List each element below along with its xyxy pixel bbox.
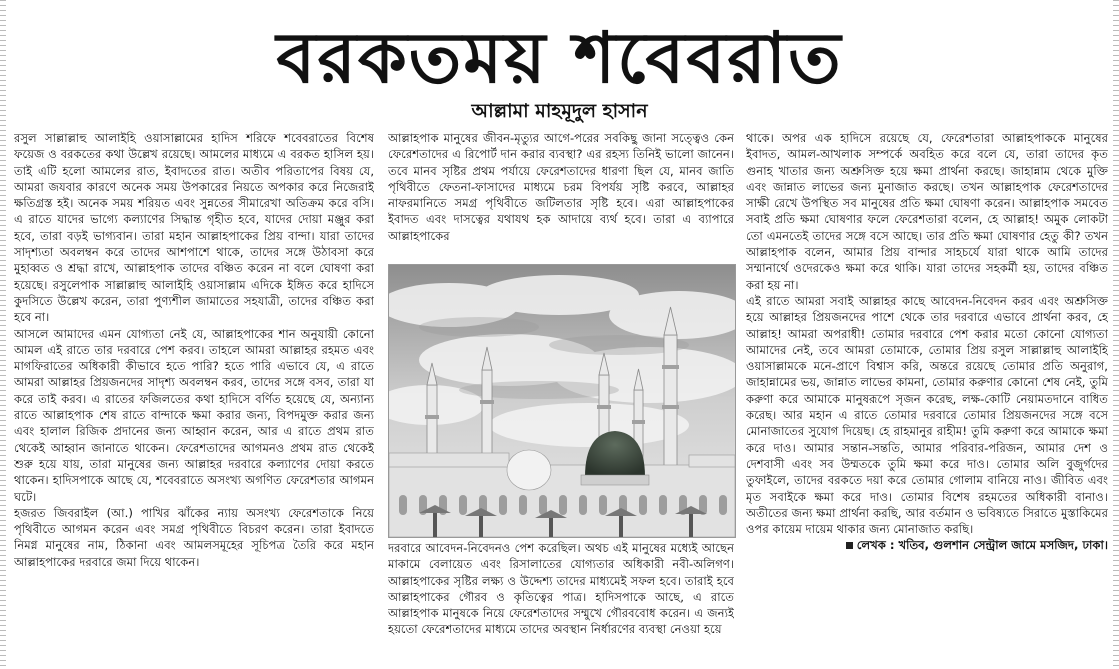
column-3 [746, 130, 1108, 669]
article-headline: বরকতময় শবেবরাত [276, 16, 843, 99]
column-2-top-paragraph: আল্লাহপাক মানুষের জীবন-মৃত্যুর আগে-পরের সবকিছু জানা সত্ত্বেও কেন ফেরেশতাদের এ রিপোর্ট দান করার ব্যবস্থা? এর রহস্য তিনিই ভালো জানেন। তবে মানব সৃষ্টির প্রথম পর্যায়ে ফেরেশতাদের ধারণা ছিল যে, মানব জাতি পৃথিবীতে ফেতনা-ফাসাদের মাধ্যমে চরম বিপর্যয় সৃষ্টি করবে, আল্লাহর নাফরমানিতে সমগ্র পৃথিবীতে জটিলতার সৃষ্টি হবে। এরা আল্লাহপাকের ইবাদত এবং দাসত্বের যথাযথ হক আদায়ে ব্যর্থ হবে। তারা এ ব্যাপারে আল্লাহপাকের [388, 131, 734, 243]
column-3-paragraph-1: থাকে। অপর এক হাদিসে রয়েছে যে, ফেরেশতারা আল্লাহপাককে মানুষের ইবাদত, আমল-আখলাক সম্পর্কে অবহিত করে বলে যে, তারা তাদের কৃত গুনাহ খাতার জন্য অশ্রুসিক্ত হয়ে ক্ষমা প্রার্থনা করছে। জাহান্নাম থেকে মুক্তি এবং জান্নাত লাভের জন্য মুনাজাত করছে। তখন আল্লাহপাক ফেরেশতাদের সাক্ষী রেখে উপস্থিত সব মানুষের প্রতি ক্ষমা ঘোষণা করেন। আল্লাহপাক সমবেত সবাই প্রতি ক্ষমা ঘোষণার ফলে ফেরেশতারা বলেন, হে আল্লাহ! অমুক লোকটা তো এমনতেই তাদের সঙ্গে বসে আছে। তার প্রতি ক্ষমা ঘোষণার হেতু কী? তখন আল্লাহপাক বলেন, আমার প্রিয় বান্দার সাহচর্যে যারা থাকে আমি তাদের সম্মানার্থে ওদেরকেও ক্ষমা করে থাকি। যারা তাদের সহকর্মী হয়, তাদের বঞ্চিত করা হয় না। [746, 131, 1108, 292]
clouds [389, 275, 735, 447]
green-dome-base [581, 475, 649, 485]
mosque-illustration [389, 265, 735, 537]
white-dome [507, 450, 551, 490]
building-wall [389, 453, 735, 537]
column-2-bottom [388, 540, 734, 669]
column-3-paragraph-2: এই রাতে আমরা সবাই আল্লাহর কাছে আবেদন-নিবেদন করব এবং অশ্রুসিক্ত হয়ে আল্লাহর প্রিয়জনদের পাশে থেকে তার দরবারে এভাবে প্রার্থনা করব, হে আল্লাহ! আমরা অপরাধী! তোমার দরবারে পেশ করার মতো কোনো যোগ্যতা আমাদের নেই, তবে আমরা তোমাকে, তোমার প্রিয় রসুল সাল্লাল্লাহু আলাইহি ওয়াসাল্লামকে মনে-প্রাণে বিশ্বাস করি, অন্তরে রয়েছে তোমার প্রতি অনুরাগ, জাহান্নামের ভয়, জান্নাত লাভের কামনা, তোমার করুণার কোনো শেষ নেই, তুমি করুণা করে আমাকে মানুষরূপে সৃজন করেছ, লক্ষ-কোটি নেয়ামতদানে বাধিত করেছ। আর মহান এ রাতে তোমার দরবারে তোমার প্রিয়জনদের সঙ্গে বসে মোনাজাতের সুযোগ দিয়েছ। হে রাহমানুর রাহীম! তুমি করুণা করে আমাকে ক্ষমা করে দাও। আমার সন্তান-সন্ততি, আমার পরিবার-পরিজন, আমার দেশ ও দেশবাসী এবং সব উম্মতকে তুমি ক্ষমা করে দাও। তোমার অলি বুজুর্গদের তুফাইলে, তাদের বরকতে দয়া করে তোমার গোলাম বানিয়ে নাও। জীবিত এবং মৃত সবাইকে ক্ষমা করে দাও। তোমার বিশেষ রহমতের অধিকারী বানাও। অতীতের জন্য ক্ষমা প্রার্থনা করছি, আর বর্তমান ও ভবিষ্যতে সিরাতে মুস্তাকিমের ওপর কায়েম দায়েম থাকার জন্য মোনাজাত করছি। [746, 293, 1108, 537]
author-note-text: লেখক : খতিব, গুলশান সেন্ট্রাল জামে মসজিদ, ঢাকা। [856, 538, 1108, 553]
column-1-paragraph-1: রসুল সাল্লাল্লাহু আলাইহি ওয়াসাল্লামের হাদিস শরিফে শবেবরাতের বিশেষ ফয়েজ ও বরকতের কথা উল্লেখ রয়েছে। আমলের মাধ্যমে এ বরকত হাসিল হয়। তাই এটি হলো আমলের রাত, ইবাদতের রাত। অতীব পরিতাপের বিষয় যে, আমরা জযবার কারণে অনেক সময় উপকারের নিয়তে অপকার করে নিজেরাই ক্ষতিগ্রস্ত হই। অনেক সময় শরিয়ত এবং সুন্নতের সীমারেখা অতিক্রম করে বসি। এ রাতে যাদের ভাগ্যে কল্যাণের সিদ্ধান্ত গৃহীত হবে, যাদের দোয়া মঞ্জুর করা হবে, তারা বড়ই ভাগ্যবান। তারা মহান আল্লাহপাকের প্রিয় বান্দা। যারা তাদের সাদৃশ্যতা অবলম্বন করে তাদের আশপাশে থাকে, তাদের সঙ্গে উঠাবসা করে মুহাব্বত ও শ্রদ্ধা রাখে, আল্লাহপাক তাদের বঞ্চিত করেন না বলে ঘোষণা করা হয়েছে। রসুলেপাক সাল্লাল্লাহু আলাইহি ওয়াসাল্লাম এদিকে ইঙ্গিত করে হাদিসে কুদসিতে উল্লেখ করেন, তারা পুণ্যশীল জামাতের সহযাত্রী, তাদের বঞ্চিত করা হবে না। [14, 131, 374, 325]
square-bullet-icon [846, 542, 853, 549]
column-2-top [388, 130, 734, 262]
column-1 [14, 130, 374, 669]
column-1-paragraph-2: আসলে আমাদের এমন যোগ্যতা নেই যে, আল্লাহপাকের শান অনুযায়ী কোনো আমল এই রাতে তার দরবারে পেশ করব। তাহলে আমরা আল্লাহর রহমত এবং মাগফিরাতের অধিকারী কীভাবে হতে পারি? হতে পারি এভাবে যে, এ রাতে আমরা আল্লাহর প্রিয়জনদের সাদৃশ্য অবলম্বন করব, তাদের সঙ্গে বসব, তারা যা করে তাই করব। এ রাতের ফজিলতের কথা হাদিসে বর্ণিত হয়েছে যে, অন্যান্য রাতে আল্লাহপাক শেষ রাতে বান্দাকে ক্ষমা করার জন্য, বিপদমুক্ত করার জন্য এবং হালাল রিজিক প্রদানের জন্য আহ্বান করেন, আর এ রাতে প্রথম রাত থেকেই আহ্বান জানাতে থাকেন। ফেরেশতাদের আগমনও প্রথম রাত থেকেই শুরু হয়ে যায়, তারা মানুষের জন্য আল্লাহর দরবারে কল্যাণের দোয়া করতে থাকেন। হাদিসপাকে আছে যে, শবেবরাতে অসংখ্য অগণিত ফেরেশতার আগমন ঘটে। [14, 326, 374, 504]
column-2-bottom-paragraph: দরবারে আবেদন-নিবেদনও পেশ করেছিল। অথচ এই মানুষের মধ্যেই আছেন মাকামে বেলায়েত এবং রিসালাতের যোগ্যতার অধিকারী নবী-অলিগণ। আল্লাহপাকের সৃষ্টির লক্ষ্য ও উদ্দেশ্য তাদের মাধ্যমেই সফল হবে। তারাই হবে আল্লাহপাকের গৌরব ও কৃতিত্বের পাত্র। হাদিসপাকে আছে, এ রাতে আল্লাহপাক মানুষকে নিয়ে ফেরেশতাদের সম্মুখে গৌরববোধ করেন। এ জন্যই হয়তো ফেরেশতাদের মাধ্যমে তাদের অবস্থান নির্ধারণের ব্যবস্থা নেওয়া হয়ে [388, 541, 734, 637]
article-byline: আল্লামা মাহমূদুল হাসান [471, 100, 648, 122]
author-note [746, 537, 1108, 553]
column-1-paragraph-3: হজরত জিবরাইল (আ.) পাখির ঝাঁকের ন্যায় অসংখ্য ফেরেশতাকে নিয়ে পৃথিবীতে আগমন করেন এবং সমগ্র পৃথিবীতে বিচরণ করেন। তারা ইবাদতে নিমগ্ন মানুষের নাম, ঠিকানা এবং আমলসমূহের সূচিপত্র তৈরি করে মহান আল্লাহপাকের দরবারে জমা দিয়ে থাকেন। [14, 505, 374, 569]
mosque-photo [388, 264, 736, 538]
